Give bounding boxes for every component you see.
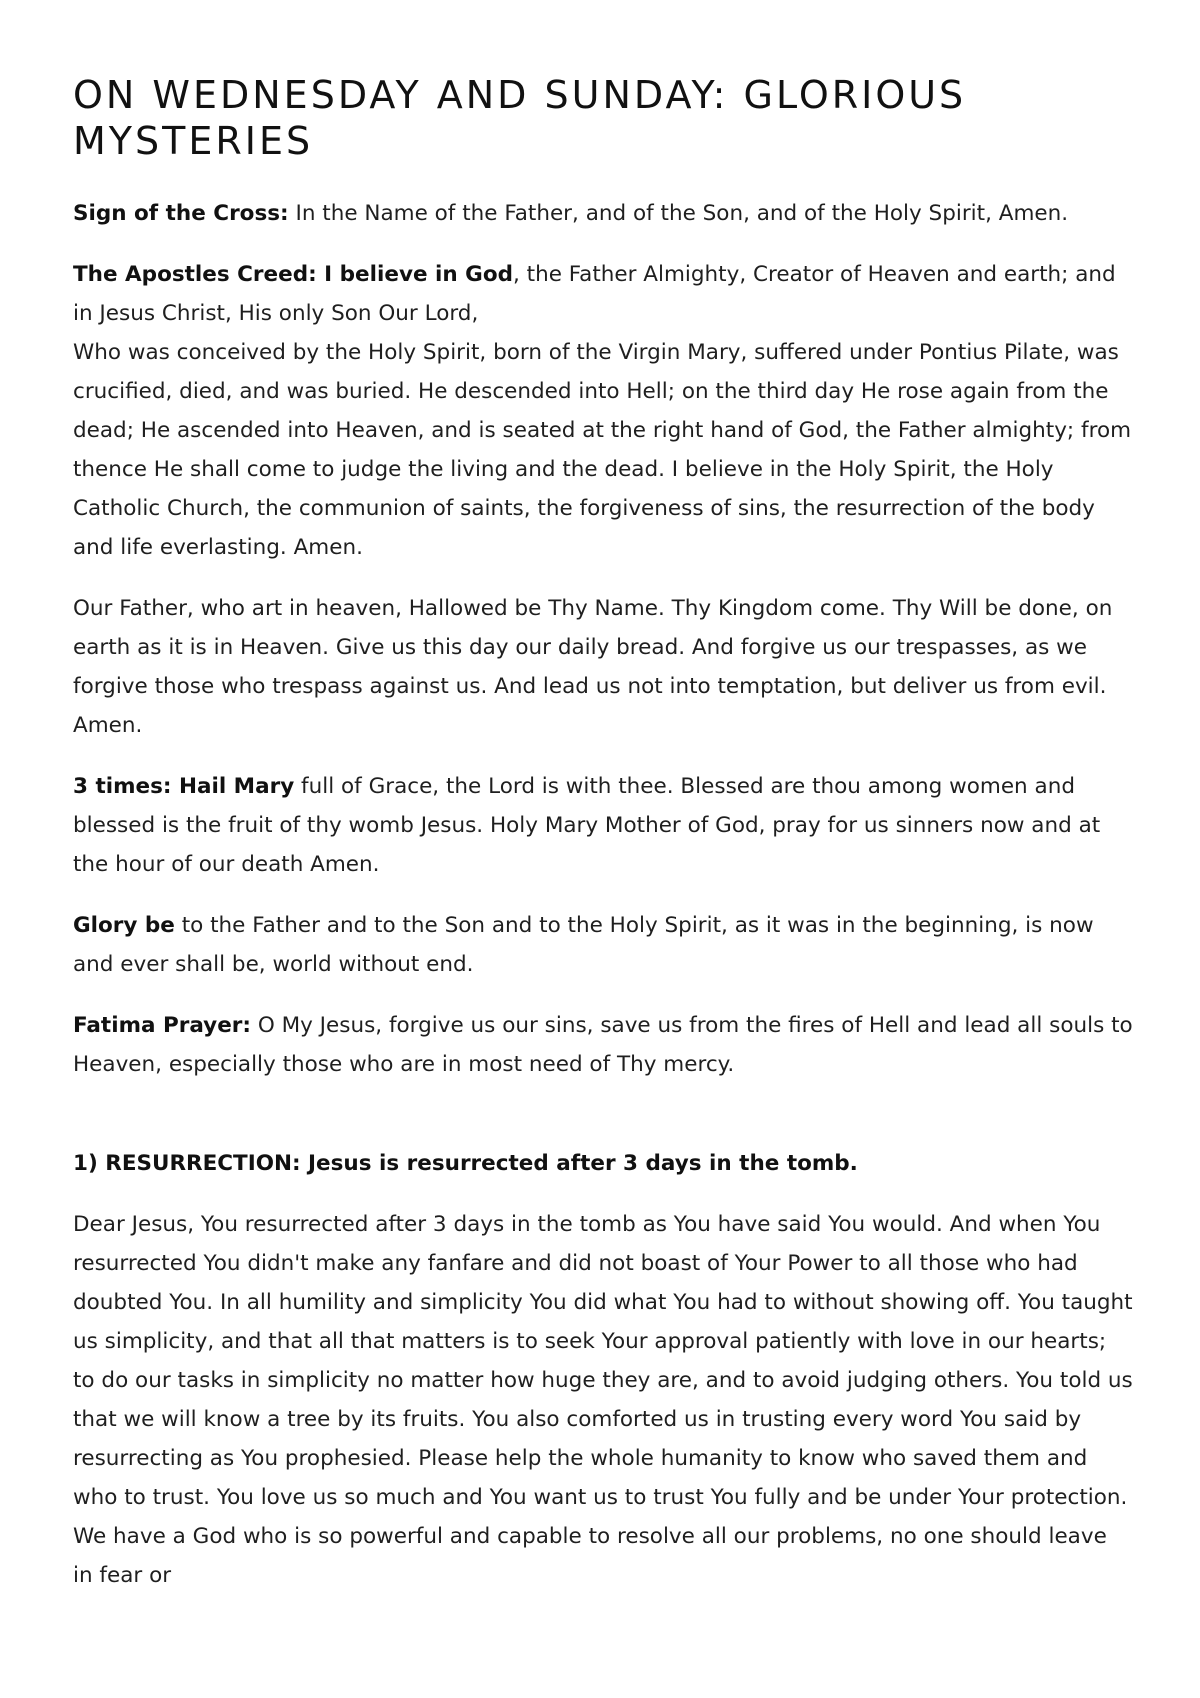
hail-mary-paragraph (73, 767, 1133, 884)
document-page (73, 72, 1133, 1617)
mystery-1-heading: 1) RESURRECTION: Jesus is resurrected after 3 days in the tomb. (73, 1151, 858, 1176)
sign-of-cross-label: Sign of the Cross: (73, 201, 289, 226)
document-title: ON WEDNESDAY AND SUNDAY: GLORIOUS MYSTERIES (73, 73, 967, 163)
apostles-creed-text: , the Father Almighty, Creator of Heaven and earth; and in Jesus Christ, His only Son Our Lord, (73, 262, 1116, 326)
sign-of-cross-text: In the Name of the Father, and of the Son, and of the Holy Spirit, Amen. (288, 201, 1069, 226)
fatima-prayer-paragraph (73, 1006, 1133, 1084)
apostles-creed-text-continued: Who was conceived by the Holy Spirit, born of the Virgin Mary, suffered under Pontius Pilate, was crucified, died, and was buried. He descended into Hell; on the third day He rose again from the dead; He ascended into Heaven, and is seated at the right hand of God, the Father almighty; from thence He shall come to judge the living and the dead. I believe in the Holy Spirit, the Holy Catholic Church, the communion of saints, the forgiveness of sins, the resurrection of the body and life everlasting. Amen. (73, 340, 1132, 560)
glory-be-label: Glory be (73, 913, 175, 938)
fatima-prayer-label: Fatima Prayer: (73, 1013, 251, 1038)
apostles-creed-paragraph-continued (73, 333, 1133, 567)
our-father-paragraph (73, 589, 1133, 745)
mystery-1-paragraph (73, 1205, 1133, 1595)
apostles-creed-paragraph (73, 255, 1133, 333)
our-father-text: Our Father, who art in heaven, Hallowed be Thy Name. Thy Kingdom come. Thy Will be done, on earth as it is in Heaven. Give us this day our daily bread. And forgive us our trespasses, as we forgive those who trespass against us. And lead us not into temptation, but deliver us from evil. Amen. (73, 596, 1113, 738)
mystery-1-text: Dear Jesus, You resurrected after 3 days in the tomb as You have said You would. And when You resurrected You didn't make any fanfare and did not boast of Your Power to all those who had doubted You. In all humility and simplicity You did what You had to without showing off. You taught us simplicity, and that all that matters is to seek Your approval patiently with love in our hearts; to do our tasks in simplicity no matter how huge they are, and to avoid judging others. You told us that we will know a tree by its fruits. You also comforted us in trusting every word You said by resurrecting as You prophesied. Please help the whole humanity to know who saved them and who to trust. You love us so much and You want us to trust You fully and be under Your protection. We have a God who is so powerful and capable to resolve all our problems, no one should leave in fear or (73, 1212, 1133, 1588)
sign-of-cross-paragraph (73, 194, 1133, 233)
glory-be-text: to the Father and to the Son and to the Holy Spirit, as it was in the beginning, is now and ever shall be, world without end. (73, 913, 1094, 977)
hail-mary-text: full of Grace, the Lord is with thee. Blessed are thou among women and blessed is the fruit of thy womb Jesus. Holy Mary Mother of God, pray for us sinners now and at the hour of our death Amen. (73, 774, 1101, 877)
hail-mary-label: 3 times: Hail Mary (73, 774, 295, 799)
fatima-prayer-text: O My Jesus, forgive us our sins, save us from the fires of Hell and lead all souls to Heaven, especially those who are in most need of Thy mercy. (73, 1013, 1133, 1077)
glory-be-paragraph (73, 906, 1133, 984)
apostles-creed-label: The Apostles Creed: I believe in God (73, 262, 513, 287)
